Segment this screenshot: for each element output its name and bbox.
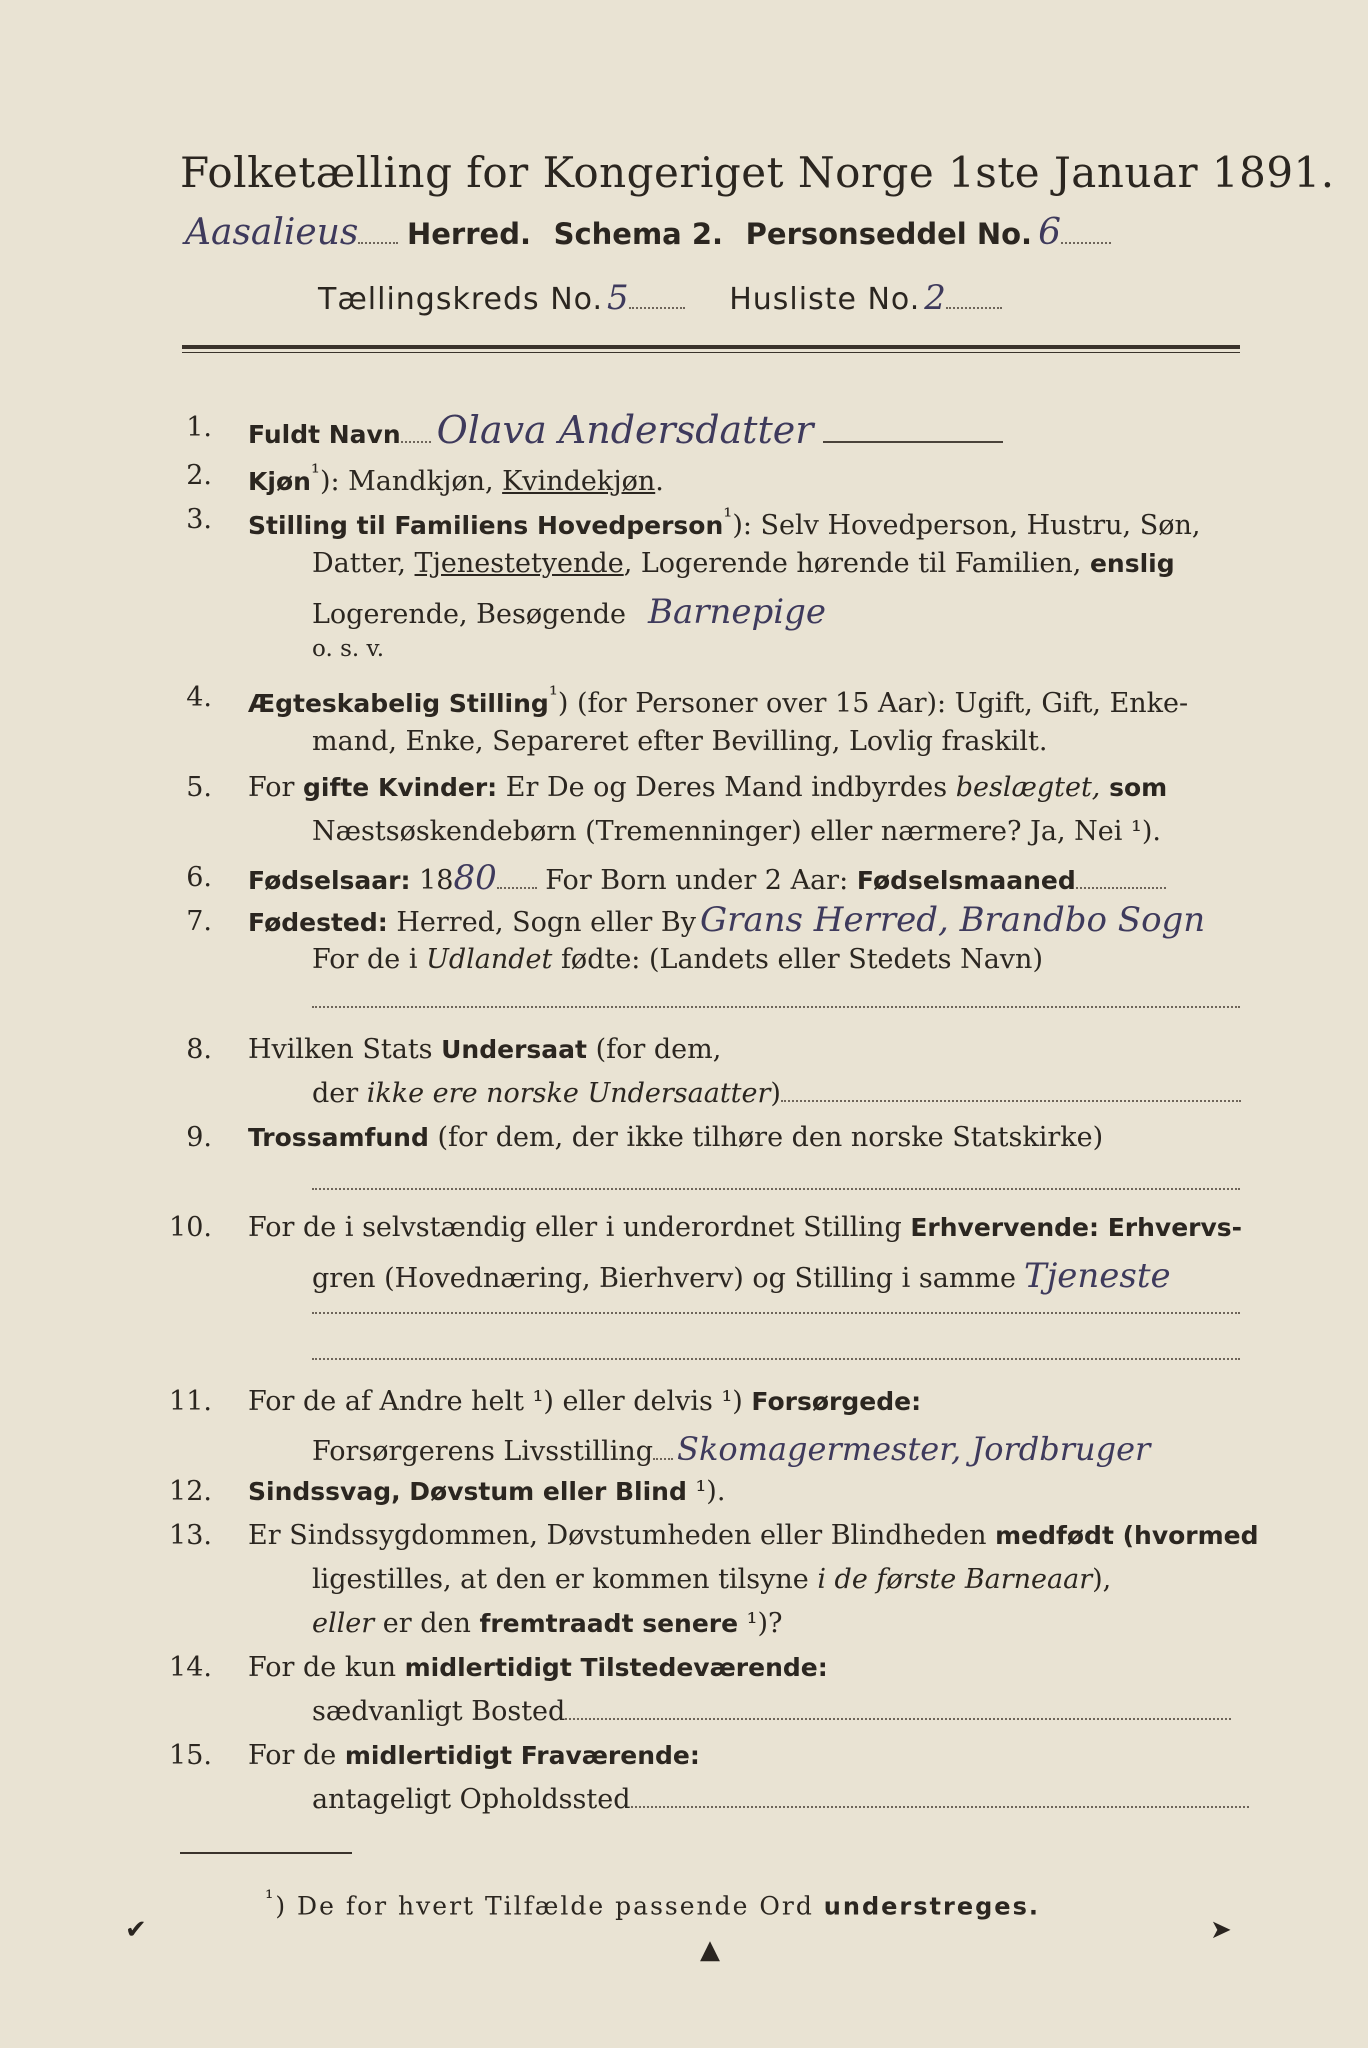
field-9-blank-line bbox=[312, 1188, 1240, 1190]
field-3-line4: o. s. v. bbox=[312, 636, 385, 662]
field-6-row: Fødselsaar: 1880 For Born under 2 Aar: Fødselsmaaned bbox=[248, 858, 1166, 898]
field-1-row bbox=[248, 408, 1003, 452]
field-2-number: 2. bbox=[186, 460, 212, 491]
field-14-line2: sædvanligt Bosted bbox=[312, 1696, 1231, 1727]
field-8-number: 8. bbox=[186, 1034, 212, 1065]
field-10-number: 10. bbox=[169, 1212, 212, 1243]
field-3-line1: Stilling til Familiens Hovedperson$^{^1}$): Selv Hovedperson, Hustru, Søn, bbox=[248, 504, 1201, 541]
field-11-value: Skomagermester, Jordbruger bbox=[677, 1430, 1151, 1468]
field-12-row: Sindssvag, Døvstum eller Blind ¹). bbox=[248, 1476, 726, 1507]
field-1-label: Fuldt Navn bbox=[248, 420, 401, 449]
field-10-label: Erhvervende: bbox=[910, 1213, 1100, 1242]
field-8-line2: der ikke ere norske Undersaatter) bbox=[312, 1078, 1241, 1109]
husliste-label: Husliste No. bbox=[729, 282, 921, 317]
field-5-line2: Næstsøskendebørn (Tremenninger) eller nærmere? Ja, Nei ¹). bbox=[312, 816, 1161, 847]
personseddel-value: 6 bbox=[1038, 212, 1061, 253]
field-14-number: 14. bbox=[169, 1652, 212, 1683]
field-1-value: Olava Andersdatter bbox=[436, 408, 814, 452]
field-15-number: 15. bbox=[169, 1740, 212, 1771]
header-line-herred bbox=[185, 212, 1111, 253]
field-14-label: midlertidigt Tilstedeværende: bbox=[404, 1653, 828, 1682]
tellingskreds-label: Tællingskreds No. bbox=[318, 282, 603, 317]
field-13-label: medfødt bbox=[995, 1521, 1114, 1550]
field-15-line1: For de midlertidigt Fraværende: bbox=[248, 1740, 700, 1771]
field-10-value: Tjeneste bbox=[1024, 1256, 1171, 1296]
field-3-line2: Datter, Tjenestetyende, Logerende hørende til Familien, enslig bbox=[312, 548, 1175, 579]
field-5-number: 5. bbox=[186, 772, 212, 803]
field-4-line2: mand, Enke, Separeret efter Bevilling, Lovlig fraskilt. bbox=[312, 726, 1048, 757]
field-1-number: 1. bbox=[186, 412, 212, 443]
herred-label: Herred. bbox=[406, 217, 531, 251]
field-11-label: Forsørgede: bbox=[751, 1387, 922, 1416]
field-12-label: Sindssvag, Døvstum eller Blind bbox=[248, 1477, 687, 1506]
field-10-line1: For de i selvstændig eller i underordnet Stilling Erhvervende: Erhvervs- bbox=[248, 1212, 1243, 1243]
field-13-number: 13. bbox=[169, 1520, 212, 1551]
field-6-label: Fødselsaar: bbox=[248, 866, 411, 895]
corner-mark-center: ▲ bbox=[700, 1935, 720, 1965]
schema-label: Schema 2. bbox=[553, 217, 724, 251]
field-4-label: Ægteskabelig Stilling bbox=[248, 689, 549, 718]
header-line-kreds bbox=[318, 278, 1002, 318]
field-14-line1: For de kun midlertidigt Tilstedeværende: bbox=[248, 1652, 828, 1683]
footnote-rule bbox=[180, 1852, 352, 1854]
field-15-label: midlertidigt Fraværende: bbox=[344, 1741, 700, 1770]
field-5-line1: For gifte Kvinder: Er De og Deres Mand indbyrdes beslægtet, som bbox=[248, 772, 1168, 803]
field-15-line2: antageligt Opholdssted bbox=[312, 1784, 1249, 1815]
header-rule bbox=[182, 345, 1240, 349]
field-3-value: Barnepige bbox=[648, 592, 827, 632]
tellingskreds-value: 5 bbox=[607, 278, 629, 318]
field-13-line2: ligestilles, at den er kommen tilsyne i de første Barneaar), bbox=[312, 1564, 1112, 1595]
field-10-line2: gren (Hovednæring, Bierhverv) og Stilling i samme Tjeneste bbox=[312, 1256, 1171, 1296]
field-11-number: 11. bbox=[169, 1386, 212, 1417]
field-3-underlined: Tjenestetyende bbox=[414, 548, 624, 579]
field-3-line3: Logerende, Besøgende Barnepige bbox=[312, 592, 827, 632]
field-5-label: gifte Kvinder: bbox=[303, 773, 498, 802]
field-13-line3: eller er den fremtraadt senere ¹)? bbox=[312, 1608, 783, 1639]
field-10-blank-line-1 bbox=[312, 1312, 1240, 1314]
field-12-number: 12. bbox=[169, 1476, 212, 1507]
field-11-line2: Forsørgerens Livsstilling Skomagermester, Jordbruger bbox=[312, 1430, 1151, 1468]
field-7-number: 7. bbox=[186, 906, 212, 937]
field-7-line2: For de i Udlandet fødte: (Landets eller Stedets Navn) bbox=[312, 944, 1043, 975]
husliste-value: 2 bbox=[924, 278, 946, 318]
field-6-value: 80 bbox=[453, 858, 497, 898]
field-2-underlined: Kvindekjøn bbox=[502, 466, 656, 497]
field-3-number: 3. bbox=[186, 504, 212, 535]
field-7-blank-line bbox=[312, 1006, 1240, 1008]
field-7-label: Fødested: bbox=[248, 908, 388, 937]
field-6-number: 6. bbox=[186, 862, 212, 893]
field-9-line1: Trossamfund (for dem, der ikke tilhøre den norske Statskirke) bbox=[248, 1122, 1104, 1153]
field-2-label: Kjøn bbox=[248, 467, 311, 496]
form-title: Folketælling for Kongeriget Norge 1ste Januar 1891. bbox=[180, 148, 1335, 197]
field-7-value: Grans Herred, Brandbo Sogn bbox=[699, 900, 1206, 940]
field-11-line1: For de af Andre helt ¹) eller delvis ¹) Forsørgede: bbox=[248, 1386, 922, 1417]
personseddel-label: Personseddel No. bbox=[745, 217, 1033, 251]
field-8-label: Undersaat bbox=[441, 1035, 587, 1064]
corner-mark-left: ✔ bbox=[125, 1915, 147, 1945]
header-rule-thin bbox=[182, 352, 1240, 353]
field-2-row: Kjøn$^{^1}$): Mandkjøn, Kvindekjøn. bbox=[248, 460, 664, 497]
herred-value: Aasalieus bbox=[185, 212, 359, 253]
corner-mark-right: ➤ bbox=[1210, 1915, 1232, 1945]
field-10-blank-line-2 bbox=[312, 1358, 1240, 1360]
field-4-number: 4. bbox=[186, 682, 212, 713]
footnote: $^{^1}$) De for hvert Tilfælde passende Ord understreges. bbox=[265, 1886, 1040, 1921]
field-3-label: Stilling til Familiens Hovedperson bbox=[248, 511, 724, 540]
field-8-line1: Hvilken Stats Undersaat (for dem, bbox=[248, 1034, 722, 1065]
field-7-line1: Fødested: Herred, Sogn eller By Grans Herred, Brandbo Sogn bbox=[248, 900, 1206, 940]
field-9-number: 9. bbox=[186, 1122, 212, 1153]
field-13-line1: Er Sindssygdommen, Døvstumheden eller Blindheden medfødt (hvormed bbox=[248, 1520, 1259, 1551]
field-4-line1: Ægteskabelig Stilling$^{^1}$) (for Personer over 15 Aar): Ugift, Gift, Enke- bbox=[248, 682, 1189, 719]
field-9-label: Trossamfund bbox=[248, 1123, 429, 1152]
